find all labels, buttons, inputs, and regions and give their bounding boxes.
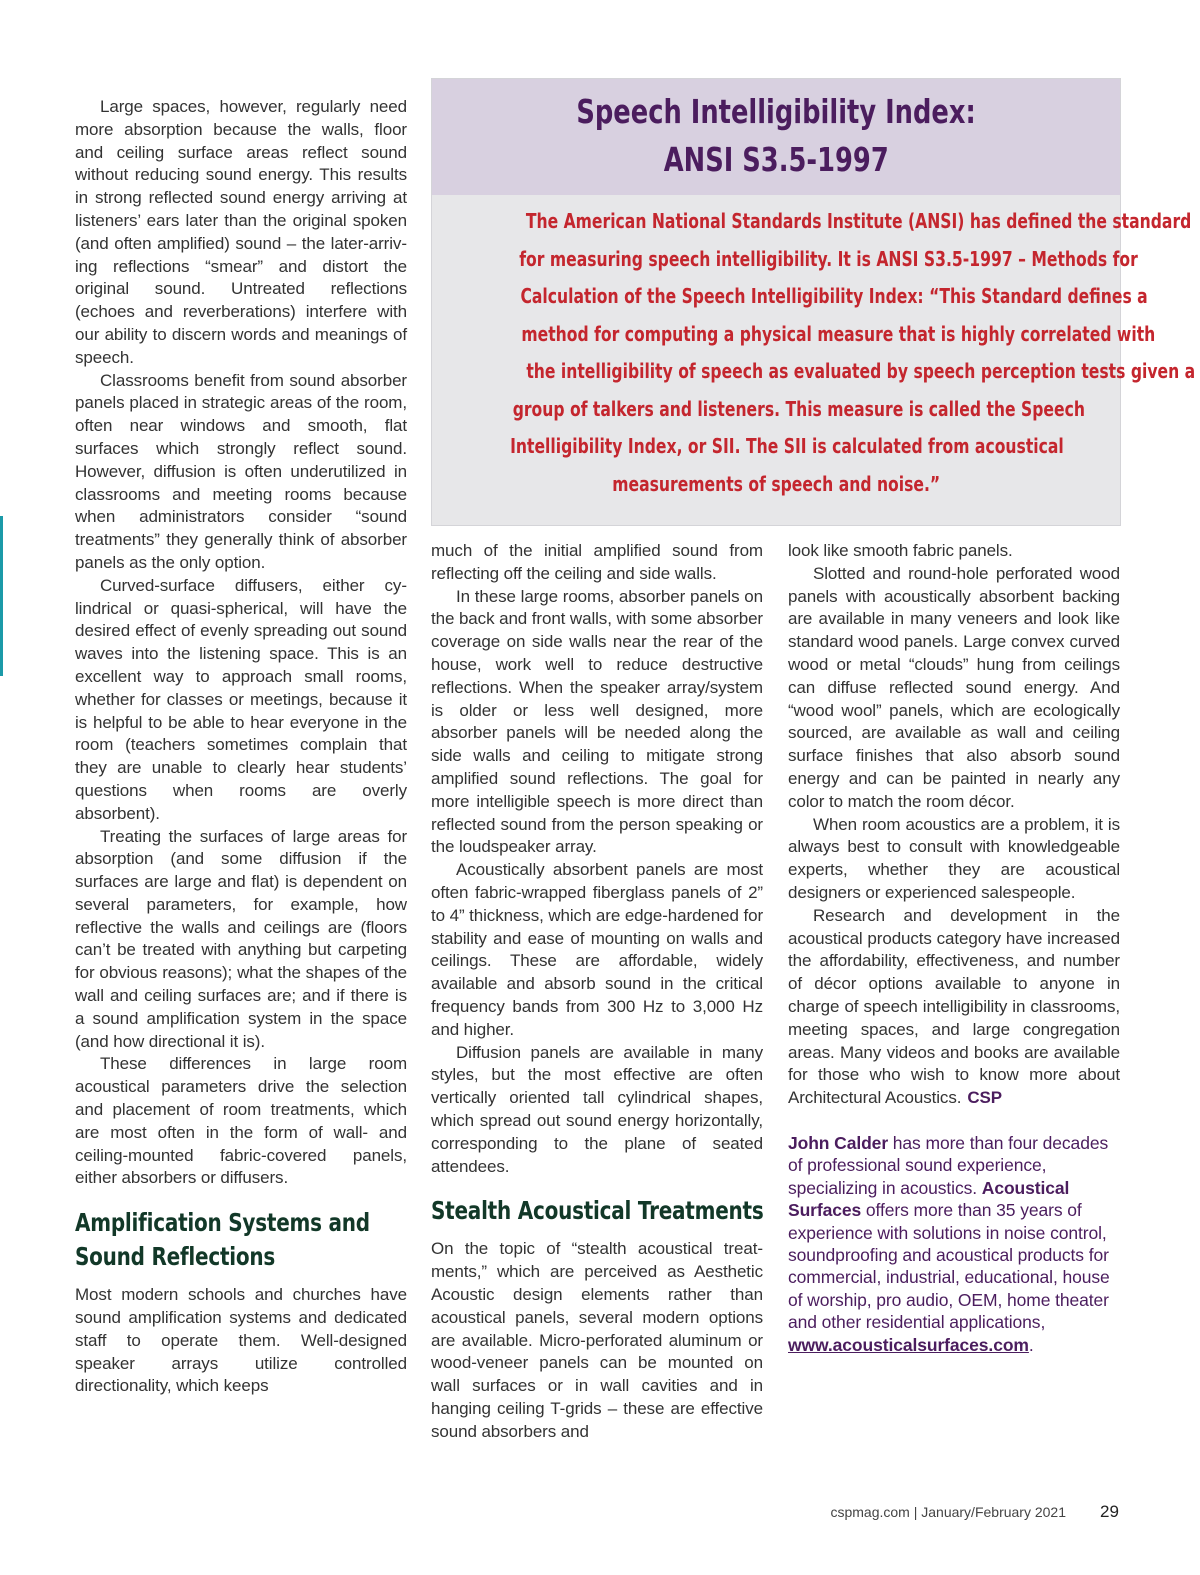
bio-company-text: offers more than 35 years of experience with solutions in noise control, soundproofing and acoustical products for commercial, industrial, educational, house of worship, pro audio, OEM, home theater and other residential applications, — [788, 1200, 1110, 1333]
section-heading-line: Sound Reflections — [75, 1242, 276, 1272]
section-heading-amplification — [75, 1206, 370, 1274]
sidebar-body-line: group of talkers and listeners. This measure is called the Speech — [512, 396, 1085, 421]
body-paragraph: Diffusion panels are available in many styles, but the most effective are often vertically oriented tall cylindrical shapes, which spread out sound energy horizontally, corresponding to the plane of seated attendees. — [431, 1042, 763, 1176]
sidebar-body — [432, 203, 1196, 503]
body-paragraph: Most modern schools and churches have sound amplification systems and dedicated staff to operate them. Well-designed speaker arrays utilize controlled directionality, which keeps — [75, 1285, 407, 1396]
body-paragraph: These differences in large room acoustical parameters drive the selection and placement of room treatments, which are most often in the form of wall- and ceiling-mounted fabric-covered panels, either absorbers or diffusers. — [75, 1054, 407, 1188]
sidebar-body-line: The American National Standards Institute (ANSI) has defined the standard — [525, 209, 1192, 233]
body-paragraph: much of the initial amplified sound from reflecting off the ceiling and side walls. — [431, 541, 763, 583]
body-paragraph: Acoustically absorbent panels are most often fabric-wrapped fiberglass panels of 2” to 4” thickness, which are edge-hardened for stability and ease of mounting on walls and ceilings. These are affordable, widely available and absorb sound in the critical frequency bands from 300 Hz to 3,000 Hz and higher. — [431, 860, 764, 1039]
bio-author-text: has more than four decades of professional sound experience, specializing in acoustics. — [788, 1132, 1109, 1198]
sidebar-body-line: Intelligibility Index, or SII. The SII is calculated from acoustical — [510, 434, 1064, 458]
sidebar-box — [431, 78, 1196, 526]
sidebar-body-line: the intelligibility of speech as evaluated by speech perception tests given a — [526, 359, 1196, 383]
sidebar-body-line: measurements of speech and noise.” — [612, 471, 940, 496]
body-paragraph: When room acoustics are a problem, it is always best to consult with knowledgeable experts, whether they are acoustical designers or experienced salespeople. — [788, 814, 1120, 902]
bio-company-name: Acoustical Surfaces — [788, 1177, 1070, 1221]
article-column-right — [788, 540, 1120, 1356]
body-paragraph: Treating the surfaces of large areas for absorption (and some diffusion if the surfaces are large and flat) is dependent on several parameters, for example, how reflective the walls and ceilings are (floors can’t be treated with anything but carpeting for obvious reasons); what the shapes of the wall and ceiling surfaces are; and if there is a sound amplification system in the space (and how directional it is). — [75, 826, 407, 1051]
body-paragraph-text: Research and development in the acoustical products category have increased the affordability, effectiveness, and number of décor options available to anyone in charge of speech intelligibility in classrooms, meeting spaces, and large congregation areas. Many videos and books are available for those who wish to know more about Architectural Acoustics. — [788, 905, 1120, 1108]
section-heading-line: Amplification Systems and — [75, 1208, 370, 1238]
body-paragraph: Slotted and round-hole perforated wood panels with acoustically absorbent backing are available in many veneers and look like standard wood panels. Large convex curved wood or metal “clouds” hung from ceilings can diffuse reflected sound energy. And “wood wool” panels, which are ecologically sourced, are available as wall and ceiling surface finishes that also absorb sound energy and can be painted in nearly any color to match the room décor. — [788, 563, 1120, 811]
sidebar-title — [432, 88, 1120, 184]
body-paragraph — [788, 905, 1120, 1110]
bio-trailing: . — [1028, 1334, 1034, 1355]
article-column-middle — [431, 540, 763, 1443]
sidebar-title-line: ANSI S3.5-1997 — [663, 140, 889, 179]
body-paragraph: look like smooth fabric panels. — [788, 541, 1013, 560]
section-heading-stealth: Stealth Acoustical Treatments — [431, 1196, 764, 1226]
footer-publication-info: cspmag.com | January/February 2021 — [830, 1504, 1066, 1520]
sidebar-title-line: Speech Intelligibility Index: — [576, 92, 976, 131]
side-tab-marker — [0, 516, 3, 676]
body-paragraph: On the topic of “stealth acoustical treatments,” which are perceived as Aesthetic Acoustic design elements rather than acoustical panels, several modern options are available. Micro-perforated aluminum or wood-veneer panels can be mounted on wall surfaces or in wall cavities and in hanging ceiling T-grids – these are effective sound absorbers and — [431, 1239, 763, 1441]
body-paragraph: In these large rooms, absorber panels on the back and front walls, with some absorber coverage on side walls near the rear of the house, work well to reduce destructive reflections. When the speaker array/system is older or less well designed, more absorber panels will be needed along the side walls and ceiling to mitigate strong amplified sound reflections. The goal for more intelligible speech is more direct than reflected sound from the person speaking or the loudspeaker array. — [431, 586, 763, 857]
page-number: 29 — [1100, 1502, 1119, 1521]
end-mark: CSP — [967, 1088, 1002, 1108]
body-paragraph: Large spaces, however, regularly need more absorption because the walls, floor and ceiling surface areas reflect sound without reducing sound energy. This results in strong reflected sound energy arriving at listeners’ ears later than the original spoken (and often amplified) sound – the later-arriving reflections “smear” and distort the original sound. Untreated reflections (echoes and reverberations) interfere with our ability to discern words and meanings of speech. — [75, 97, 407, 367]
article-column-left — [75, 96, 407, 1398]
sidebar-body-line: Calculation of the Speech Intelligibility Index: “This Standard defines a — [520, 284, 1148, 308]
bio-author-name: John Calder — [788, 1132, 889, 1153]
company-website-link[interactable]: www.acousticalsurfaces.com — [788, 1334, 1029, 1355]
sidebar-body-line: method for computing a physical measure that is highly correlated with — [521, 321, 1156, 346]
sidebar-body-line: for measuring speech intelligibility. It is ANSI S3.5-1997 – Methods for — [519, 246, 1138, 271]
body-paragraph: Classrooms benefit from sound absorber panels placed in strategic areas of the room, often near windows and smooth, flat surfaces which strongly reflect sound. However, diffusion is often underutilized in classrooms and meeting rooms because when administrators consider “sound treatments” they generally think of absorber panels as the only option. — [75, 370, 407, 572]
author-bio — [788, 1132, 1120, 1356]
body-paragraph: Curved-surface diffusers, either cylindrical or quasi-spherical, will have the desired effect of evenly spreading out sound waves into the listening space. This is an excellent way to approach small rooms, whether for classes or meetings, because it is helpful to be able to hear everyone in the room (teachers sometimes complain that they are unable to clearly hear students’ questions when rooms are overly absorbent). — [75, 575, 407, 823]
